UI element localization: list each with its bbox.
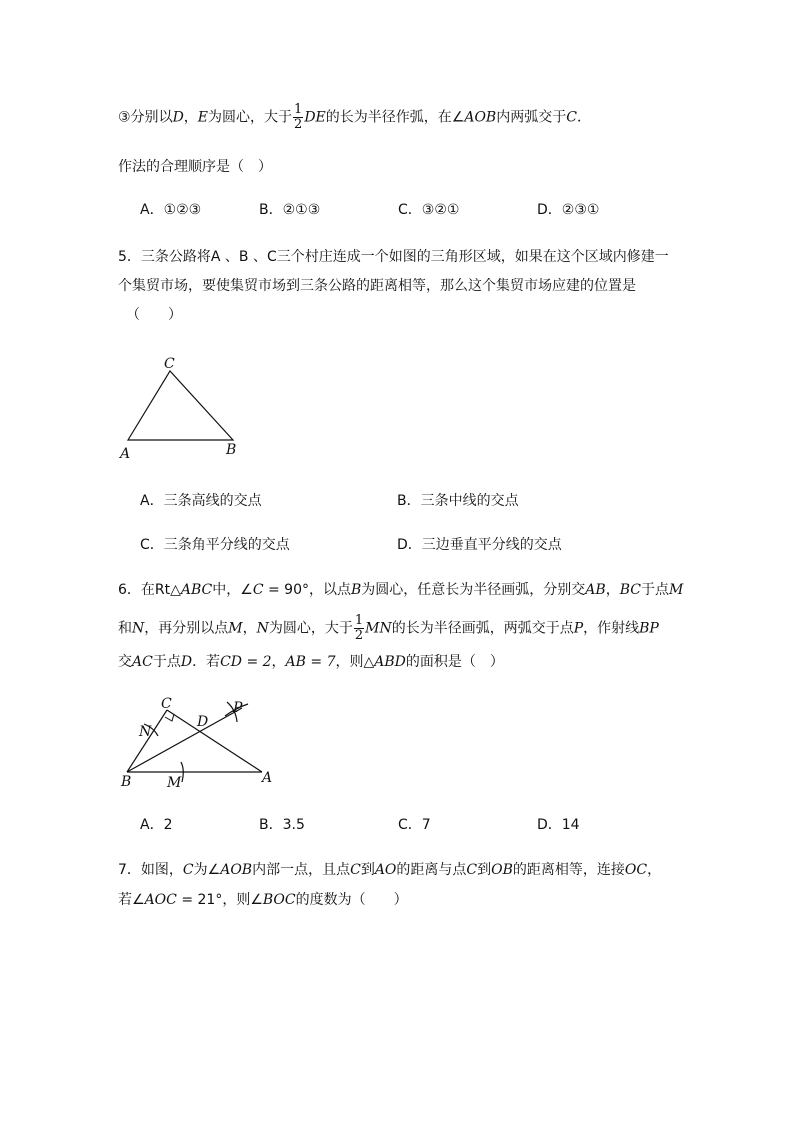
q7-angle-aob: AOB <box>220 862 253 878</box>
q6-line-1 <box>118 580 683 600</box>
q6-point-d: D <box>180 654 193 670</box>
q6-label-a: A <box>262 770 273 786</box>
q6-point-m: M <box>228 620 243 637</box>
q7-line-1 <box>118 860 661 880</box>
q7-line-2 <box>118 890 408 910</box>
q4-step3-end: ． <box>576 109 591 126</box>
q4-step3-text-2: 为圆心，大于 <box>208 109 293 126</box>
q4-option-c: C．③②① <box>398 202 460 218</box>
q4-point-c: C <box>566 109 577 126</box>
q6-text: 的长为半径画弧，两弧交于点 <box>391 620 574 637</box>
q6-frac-den: 2 <box>354 628 364 643</box>
q7-text: = 21°，则∠ <box>176 892 263 908</box>
q4-half-fraction <box>293 103 303 132</box>
q6-angle-c: C <box>252 582 264 598</box>
q6-triangle-abd: ABD <box>374 654 406 670</box>
q6-cd-value: CD = 2 <box>220 654 272 670</box>
q4-step3-text-3: 的长为半径作弧，在∠ <box>325 109 465 126</box>
q4-frac-den: 2 <box>294 117 303 132</box>
q6-option-c: C．7 <box>398 817 431 833</box>
q4-option-b: B．②①③ <box>259 202 321 218</box>
q6-label-n: N <box>139 724 152 740</box>
q6-option-a: A．2 <box>140 817 173 833</box>
q6-text: 为圆心，任意长为半径画弧，分别交 <box>361 582 586 598</box>
q6-label-m: M <box>167 775 182 791</box>
q6-segment-ab: AB <box>585 582 606 598</box>
q6-text: ．若 <box>192 654 221 670</box>
q6-text: 6．在Rt△ <box>118 582 181 598</box>
q7-point-c: C <box>182 862 194 878</box>
q6-side-bc <box>127 710 167 772</box>
q6-triangle-abc: ABC <box>180 582 213 598</box>
q6-point-n: N <box>256 620 269 637</box>
q6-text: 交 <box>118 654 132 670</box>
q6-text: 的面积是（ ） <box>405 654 504 670</box>
q7-point-c: C <box>350 862 361 878</box>
q6-point-n: N <box>132 620 145 637</box>
q4-option-a: A．①②③ <box>140 202 202 218</box>
q5-triangle-figure <box>110 350 260 465</box>
q5-option-c: C．三条角平分线的交点 <box>140 537 290 553</box>
q6-segment-bc: BC <box>619 582 641 598</box>
q6-label-c: C <box>161 696 172 712</box>
q6-option-b: B．3.5 <box>259 817 305 833</box>
q7-text: 到 <box>360 862 375 878</box>
q7-text: 为∠ <box>193 862 221 878</box>
q4-comma: ， <box>183 109 198 126</box>
q6-text: ，作射线 <box>583 620 640 637</box>
q5-line-1: 5．三条公路将A 、B 、C三个村庄连成一个如图的三角形区域，如果在这个区域内修建一 <box>118 249 669 265</box>
q4-step3-line <box>118 103 591 132</box>
q6-label-b: B <box>121 774 132 790</box>
q6-label-p: P <box>233 700 243 716</box>
q6-text: 和 <box>118 620 132 637</box>
q4-segment-de: DE <box>304 109 326 126</box>
q6-text: ，再分别以点 <box>144 620 229 637</box>
q6-ray-bp: BP <box>639 620 659 637</box>
q6-segment-ac: AC <box>132 654 153 670</box>
q4-point-d: D <box>172 109 184 126</box>
q7-ray-ao: AO <box>374 862 397 878</box>
q5-triangle <box>128 371 233 440</box>
q5-label-c: C <box>164 356 175 372</box>
q4-question: 作法的合理顺序是（ ） <box>118 159 272 175</box>
q5-option-a: A．三条高线的交点 <box>140 493 262 509</box>
q7-text: 7．如图， <box>118 862 183 878</box>
q7-text: 内部一点，且点 <box>252 862 351 878</box>
q6-text: ， <box>271 654 286 670</box>
q6-segment-mn: MN <box>365 620 392 637</box>
q5-line-2: 个集贸市场，要使集贸市场到三条公路的距离相等，那么这个集贸市场应建的位置是 <box>118 278 636 294</box>
q7-point-c: C <box>466 862 478 878</box>
q4-point-e: E <box>197 109 209 126</box>
q7-text: 若∠ <box>118 892 145 908</box>
q6-ray-bp-line <box>127 708 242 772</box>
q7-text: 的距离相等，连接 <box>512 862 625 878</box>
q6-frac-num: 1 <box>354 613 364 628</box>
q7-text: 到 <box>477 862 492 878</box>
q7-angle-boc: BOC <box>262 892 296 908</box>
q6-text: 于点 <box>640 582 669 598</box>
q4-frac-num: 1 <box>294 102 303 117</box>
q6-text: = 90°，以点 <box>263 582 351 598</box>
q6-line-3 <box>118 652 504 672</box>
q6-half-fraction <box>354 614 364 643</box>
q6-text: 为圆心，大于 <box>268 620 353 637</box>
q6-ab-value: AB = 7 <box>285 654 336 670</box>
q5-label-a: A <box>120 446 131 462</box>
q6-text: 于点 <box>152 654 181 670</box>
q6-point-m: M <box>668 582 684 598</box>
q6-construction-figure <box>112 690 282 795</box>
q6-text: ， <box>605 582 620 598</box>
q5-option-b: B．三条中线的交点 <box>397 493 519 509</box>
q5-option-d: D．三边垂直平分线的交点 <box>397 537 562 553</box>
q7-text: 的距离与点 <box>396 862 467 878</box>
q4-option-d: D．②③① <box>537 202 600 218</box>
q6-text: ， <box>242 620 257 637</box>
q4-step3-text: ③分别以 <box>118 109 173 126</box>
q6-right-angle-mark <box>165 714 174 721</box>
q6-point-p: P <box>573 620 584 637</box>
q6-text: ，则△ <box>335 654 375 670</box>
q4-angle-aob: AOB <box>464 109 497 126</box>
q5-label-b: B <box>226 442 237 458</box>
q5-line-3: （ ） <box>126 307 182 323</box>
q6-line-2 <box>118 614 659 643</box>
q6-text: 中，∠ <box>212 582 253 598</box>
q7-text: 的度数为（ ） <box>295 892 408 908</box>
q4-step3-text-4: 内两弧交于 <box>496 109 567 126</box>
q6-point-b: B <box>351 582 362 598</box>
q7-angle-aoc: AOC <box>144 892 177 908</box>
q6-label-d: D <box>197 714 209 730</box>
q6-option-d: D．14 <box>537 817 580 833</box>
q7-ray-ob: OB <box>491 862 513 878</box>
q7-segment-oc: OC <box>624 862 648 878</box>
q7-text: ， <box>647 862 662 878</box>
